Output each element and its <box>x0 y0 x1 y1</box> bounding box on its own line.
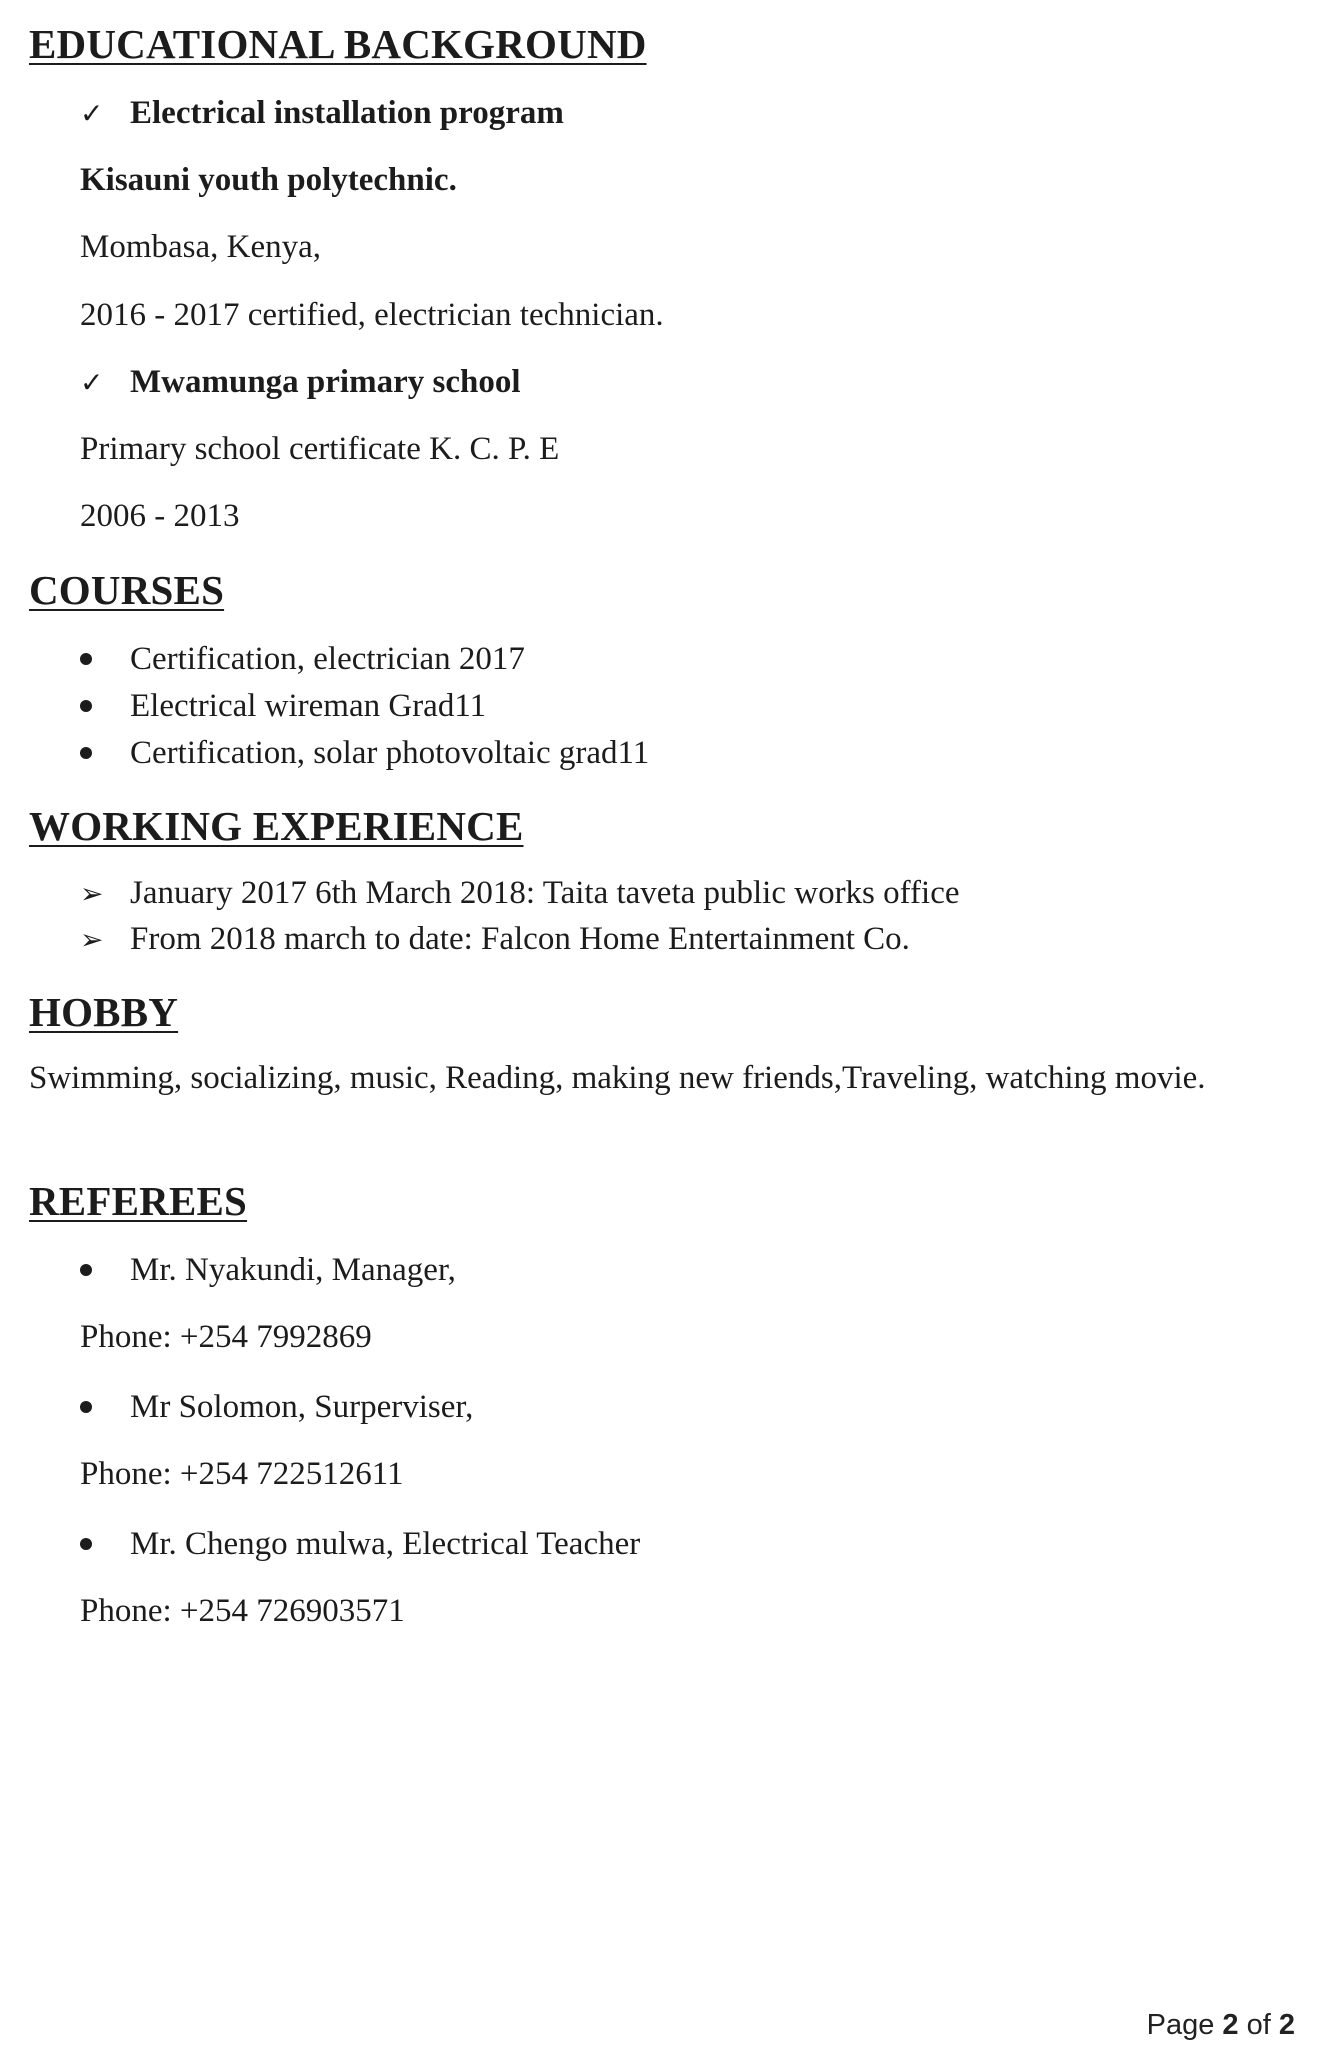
experience-heading: WORKING EXPERIENCE <box>29 803 524 849</box>
bullet-icon <box>80 1264 92 1276</box>
referee-name: Mr Solomon, Surperviser, <box>80 1389 473 1426</box>
bullet-icon <box>80 1401 92 1413</box>
list-item: Certification, electrician 2017 <box>80 641 525 678</box>
total-page-count: 2 <box>1278 2009 1295 2041</box>
institution-location: Mombasa, Kenya, <box>80 229 322 265</box>
referee-phone: Phone: +254 7992869 <box>80 1319 372 1355</box>
school-years: 2006 - 2013 <box>80 498 240 534</box>
arrow-bullet-icon: ➢ <box>80 877 104 910</box>
list-item: Electrical wireman Grad11 <box>80 688 486 725</box>
institution-name: Kisauni youth polytechnic. <box>80 162 457 198</box>
courses-heading: COURSES <box>29 567 225 613</box>
referee-name: Mr. Chengo mulwa, Electrical Teacher <box>80 1526 640 1563</box>
arrow-bullet-icon: ➢ <box>80 923 104 956</box>
list-item: ➢ From 2018 march to date: Falcon Home Entertainment Co. <box>80 921 910 957</box>
hobby-text: Swimming, socializing, music, Reading, making new friends,Traveling, watching movie. <box>29 1060 1206 1096</box>
hobby-heading: HOBBY <box>29 989 179 1035</box>
education-entry-2-title <box>80 364 521 401</box>
program-name: Electrical installation program <box>130 95 564 131</box>
list-item: ➢ January 2017 6th March 2018: Taita taveta public works office <box>80 875 960 911</box>
bullet-icon <box>80 747 92 759</box>
program-details: 2016 - 2017 certified, electrician technician. <box>80 297 664 333</box>
page-number-footer: Page 2 of 2 <box>1146 2009 1295 2041</box>
list-item: Certification, solar photovoltaic grad11 <box>80 735 649 772</box>
bullet-icon <box>80 700 92 712</box>
education-entry-1-title <box>80 95 564 132</box>
bullet-icon <box>80 1538 92 1550</box>
checkmark-icon: ✓ <box>80 97 104 130</box>
referees-heading: REFEREES <box>29 1178 248 1224</box>
bullet-icon <box>80 653 92 665</box>
education-heading: EDUCATIONAL BACKGROUND <box>29 21 647 67</box>
checkmark-icon: ✓ <box>80 366 104 399</box>
referee-phone: Phone: +254 726903571 <box>80 1593 405 1629</box>
referee-phone: Phone: +254 722512611 <box>80 1456 404 1492</box>
referee-name: Mr. Nyakundi, Manager, <box>80 1252 456 1289</box>
school-certificate: Primary school certificate K. C. P. E <box>80 431 560 467</box>
current-page-number: 2 <box>1222 2009 1239 2041</box>
school-name: Mwamunga primary school <box>130 364 521 400</box>
